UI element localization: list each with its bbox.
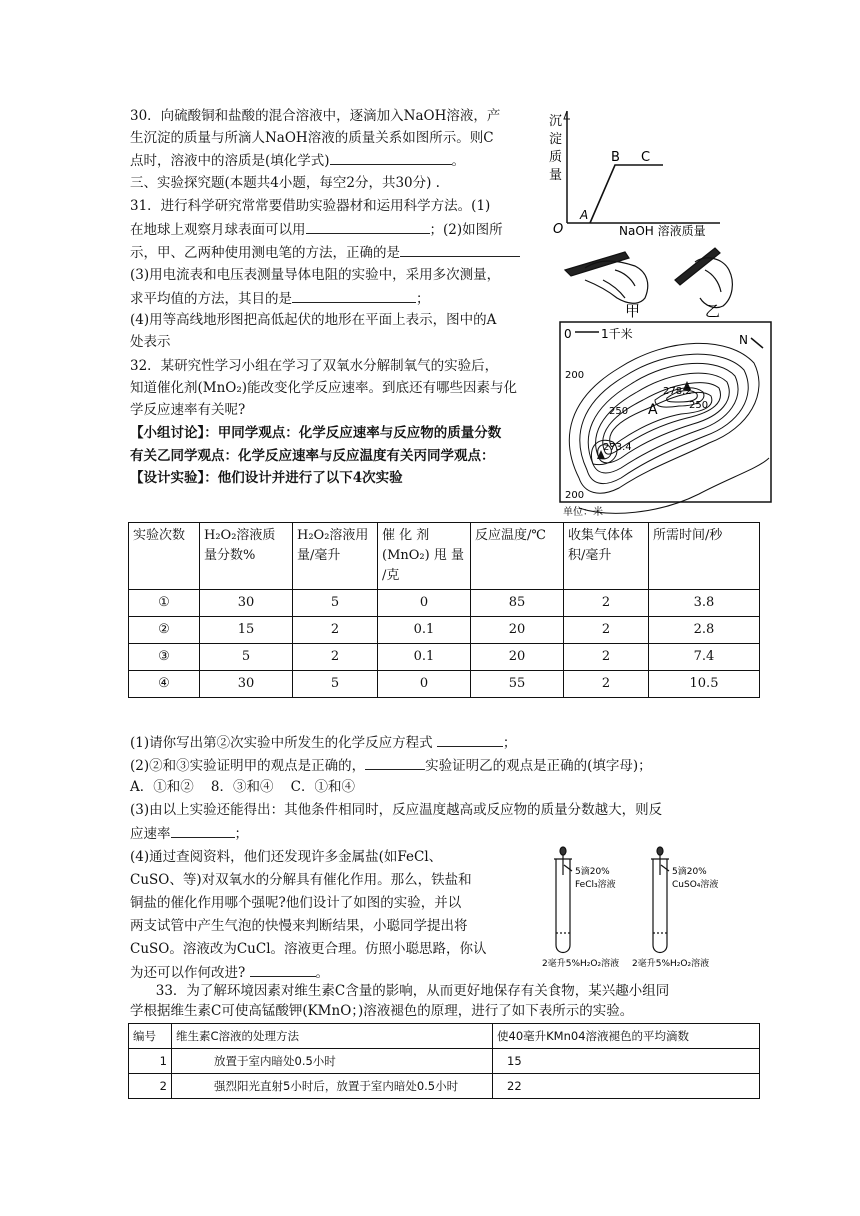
map-scale-zero: 0 xyxy=(564,327,572,341)
graph-point-b: B xyxy=(611,150,620,165)
q32-line3: 学反应速率有关呢? xyxy=(130,402,246,418)
cell-method: 强烈阳光直射5小时后，放置于室内暗处0.5小时 xyxy=(172,1074,493,1099)
q33-line1: 33．为了解环境因素对维生素C含量的影响，从而更好地保存有关食物，某兴趣小组同 xyxy=(130,983,670,999)
cell-gas-volume: 2 xyxy=(564,644,649,671)
cell-trial: ③ xyxy=(129,644,200,671)
q32-p1 xyxy=(130,732,516,753)
test-tube-right-icon xyxy=(651,847,669,953)
table-header-row xyxy=(129,523,760,590)
cell-concentration: 30 xyxy=(200,671,293,698)
vitamin-c-table xyxy=(128,1023,760,1099)
cell-number: 2 xyxy=(129,1074,172,1099)
map-label-278-2: 278.2 xyxy=(663,386,692,397)
map-label-200-top: 200 xyxy=(565,370,585,381)
header-drops: 使40毫升KMn04溶液褪色的平均滴数 xyxy=(493,1024,760,1049)
header-method: 维生素C溶液的处理方法 xyxy=(172,1024,493,1049)
cell-trial: ④ xyxy=(129,671,200,698)
header-gas-volume: 收集气体体积/毫升 xyxy=(564,523,649,590)
cell-drops: 15 xyxy=(493,1049,760,1074)
q32-options: A．①和② 8．③和④ C．①和④ xyxy=(130,779,355,795)
table-row xyxy=(129,590,760,617)
header-temperature: 反应温度/℃ xyxy=(471,523,564,590)
pen-hand-jia-icon xyxy=(565,252,648,303)
q31-line3-text: 示，甲、乙两种使用测电笔的方法，正确的是 xyxy=(130,245,400,261)
q31-line2 xyxy=(130,219,503,240)
header-trial: 实验次数 xyxy=(129,523,200,590)
cell-time: 10.5 xyxy=(649,671,760,698)
cell-concentration: 15 xyxy=(200,617,293,644)
precipitate-graph xyxy=(545,103,725,238)
q32-blank-choice[interactable] xyxy=(365,755,425,770)
section-3-heading: 三、实验探究题(本题共4小题，每空2分，共30分) . xyxy=(130,175,440,191)
pen-label-jia: 甲 xyxy=(625,302,641,320)
table-row xyxy=(129,1074,760,1099)
tube-right-label-2: CuSO₄溶液 xyxy=(672,880,719,890)
q31-line6: (4)用等高线地形图把高低起伏的地形在平面上表示，图中的A xyxy=(130,312,497,328)
map-label-a: A xyxy=(648,402,658,418)
q30-line1: 30．向硫酸铜和盐酸的混合溶液中，逐滴加入NaOH溶液，产 xyxy=(130,108,501,124)
q32-p4-5: CuSO。溶液改为CuCl。溶液更合理。仿照小聪思路，你认 xyxy=(130,941,487,957)
graph-point-c: C xyxy=(641,150,651,165)
cell-time: 3.8 xyxy=(649,590,760,617)
q32-blank-rate[interactable] xyxy=(171,823,235,838)
graph-ylabel-2: 淀 xyxy=(549,132,563,147)
map-label-250-right: 250 xyxy=(689,400,709,411)
cell-catalyst: 0 xyxy=(378,590,471,617)
cell-catalyst: 0.1 xyxy=(378,617,471,644)
q31-line2-text: 在地球上观察月球表面可以用 xyxy=(130,222,306,238)
table-header-row xyxy=(129,1024,760,1049)
cell-time: 2.8 xyxy=(649,617,760,644)
cell-temperature: 20 xyxy=(471,617,564,644)
test-tubes-figure xyxy=(540,845,720,971)
q32-blank-equation[interactable] xyxy=(437,732,503,747)
q30-line3 xyxy=(130,150,465,171)
q32-p4-6-text: 为还可以作何改进? xyxy=(130,965,246,981)
cell-catalyst: 0 xyxy=(378,671,471,698)
q32-p1-text: (1)请你写出第②次实验中所发生的化学反应方程式 xyxy=(130,735,433,751)
cell-trial: ① xyxy=(129,590,200,617)
map-label-250-left: 250 xyxy=(609,406,629,417)
q31-line5-end: ； xyxy=(416,291,430,307)
q32-p4-3: 铜盐的催化作用哪个强呢?他们设计了如图的实验，并以 xyxy=(130,895,462,911)
q33-line2: 学根据维生素C可使高锰酸钾(KMnO；)溶液褪色的原理，进行了如下表所示的实验。 xyxy=(130,1003,634,1019)
tube-left-label-1: 5滴20% xyxy=(575,867,610,877)
cell-number: 1 xyxy=(129,1049,172,1074)
graph-ylabel-3: 质 xyxy=(549,150,563,165)
map-unit: 单位：米 xyxy=(563,507,603,518)
q32-p2-text: (2)②和③实验证明甲的观点是正确的， xyxy=(130,758,366,774)
q31-line7: 处表示 xyxy=(130,334,171,350)
q31-line5 xyxy=(130,288,430,309)
cell-volume: 5 xyxy=(293,590,378,617)
q31-line3 xyxy=(130,242,520,263)
q32-p4-1: (4)通过查阅资料，他们还发现许多金属盐(如FeCl、 xyxy=(130,849,443,865)
tube-right-bottom-label: 2毫升5%H₂O₂溶液 xyxy=(632,959,710,969)
q32-p4-2: CuSO、等)对双氧水的分解具有催化作用。那么，铁盐和 xyxy=(130,872,472,888)
cell-trial: ② xyxy=(129,617,200,644)
q32-p3b xyxy=(130,823,248,844)
cell-concentration: 30 xyxy=(200,590,293,617)
q32-line6: 【设计实验】：他们设计并进行了以下4次实验 xyxy=(130,470,403,486)
table-row xyxy=(129,617,760,644)
q32-p2-end: 实验证明乙的观点是正确的(填字母)； xyxy=(425,758,652,774)
pen-label-yi: 乙 xyxy=(705,302,721,320)
q32-line4: 【小组讨论】：甲同学观点：化学反应速率与反应物的质量分数 xyxy=(130,425,502,441)
map-scale-one: 1千米 xyxy=(601,327,633,341)
header-volume: H₂O₂溶液用量/毫升 xyxy=(293,523,378,590)
experiment-table xyxy=(128,522,760,698)
tube-right-label-1: 5滴20% xyxy=(672,867,707,877)
header-time: 所需时间/秒 xyxy=(649,523,760,590)
q32-line2: 知道催化剂(MnO₂)能改变化学反应速率。到底还有哪些因素与化 xyxy=(130,380,518,396)
graph-xlabel: NaOH 溶液质量 xyxy=(619,224,706,238)
q32-p4-4: 两支试管中产生气泡的快慢来判断结果，小聪同学提出将 xyxy=(130,918,468,934)
map-label-273-4: 273.4 xyxy=(603,442,632,453)
table-row xyxy=(129,1049,760,1074)
q31-blank-3[interactable] xyxy=(292,288,416,303)
cell-catalyst: 0.1 xyxy=(378,644,471,671)
table-row xyxy=(129,644,760,671)
q32-p1-end: ； xyxy=(502,735,517,751)
q31-line5-text: 求平均值的方法，其目的是 xyxy=(130,291,292,307)
table-row xyxy=(129,671,760,698)
map-label-200-bottom: 200 xyxy=(565,490,585,501)
graph-ylabel-4: 量 xyxy=(549,168,563,183)
test-tube-left-icon xyxy=(554,847,572,953)
cell-time: 7.4 xyxy=(649,644,760,671)
cell-concentration: 5 xyxy=(200,644,293,671)
q30-answer-blank[interactable] xyxy=(330,150,452,165)
cell-temperature: 85 xyxy=(471,590,564,617)
header-concentration: H₂O₂溶液质量分数% xyxy=(200,523,293,590)
q32-line5: 有关乙同学观点：化学反应速率与反应温度有关丙同学观点： xyxy=(130,448,495,464)
q32-line1: 32．某研究性学习小组在学习了双氧水分解制氧气的实验后， xyxy=(130,358,499,374)
q30-line3-text: 点时，溶液中的溶质是(填化学式) xyxy=(130,153,330,169)
cell-method: 放置于室内暗处0.5小时 xyxy=(172,1049,493,1074)
graph-origin: O xyxy=(553,222,564,237)
graph-point-a: A xyxy=(580,208,589,222)
q32-p3-end: ； xyxy=(234,826,248,842)
cell-volume: 5 xyxy=(293,671,378,698)
q31-line4: (3)用电流表和电压表测量导体电阻的实验中，采用多次测量， xyxy=(130,267,501,283)
q31-line1: 31．进行科学研究常常要借助实验器材和运用科学方法。(1) xyxy=(130,198,491,214)
header-number: 编号 xyxy=(129,1024,172,1049)
cell-temperature: 55 xyxy=(471,671,564,698)
q30-line2: 生沉淀的质量与所滴人NaOH溶液的质量关系如图所示。则C xyxy=(130,130,494,146)
header-catalyst: 催 化 剂(MnO₂) 甩 量 /克 xyxy=(378,523,471,590)
cell-drops: 22 xyxy=(493,1074,760,1099)
graph-ylabel-1: 沉 xyxy=(549,114,563,129)
q30-line3-end: 。 xyxy=(451,153,466,169)
test-pen-figure xyxy=(555,240,745,320)
q32-p3b-text: 应速率 xyxy=(130,826,171,842)
contour-map xyxy=(559,318,774,518)
q32-p2 xyxy=(130,755,652,776)
cell-temperature: 20 xyxy=(471,644,564,671)
q31-line2-end: ；(2)如图所 xyxy=(429,222,503,238)
north-icon: N xyxy=(739,333,748,347)
tube-left-bottom-label: 2毫升5%H₂O₂溶液 xyxy=(542,959,620,969)
q32-p3a: (3)由以上实验还能得出：其他条件相同时，反应温度越高或反应物的质量分数越大，则反 xyxy=(130,802,663,818)
cell-gas-volume: 2 xyxy=(564,590,649,617)
cell-gas-volume: 2 xyxy=(564,617,649,644)
q32-p4-end: 。 xyxy=(315,965,330,981)
cell-volume: 2 xyxy=(293,644,378,671)
q31-blank-1[interactable] xyxy=(306,219,430,234)
cell-volume: 2 xyxy=(293,617,378,644)
q32-p4-6 xyxy=(130,962,329,983)
cell-gas-volume: 2 xyxy=(564,671,649,698)
tube-left-label-2: FeCl₃溶液 xyxy=(575,880,616,890)
q31-blank-2[interactable] xyxy=(400,242,520,257)
pen-hand-yi-icon xyxy=(675,248,732,308)
q32-blank-improve[interactable] xyxy=(250,962,316,977)
